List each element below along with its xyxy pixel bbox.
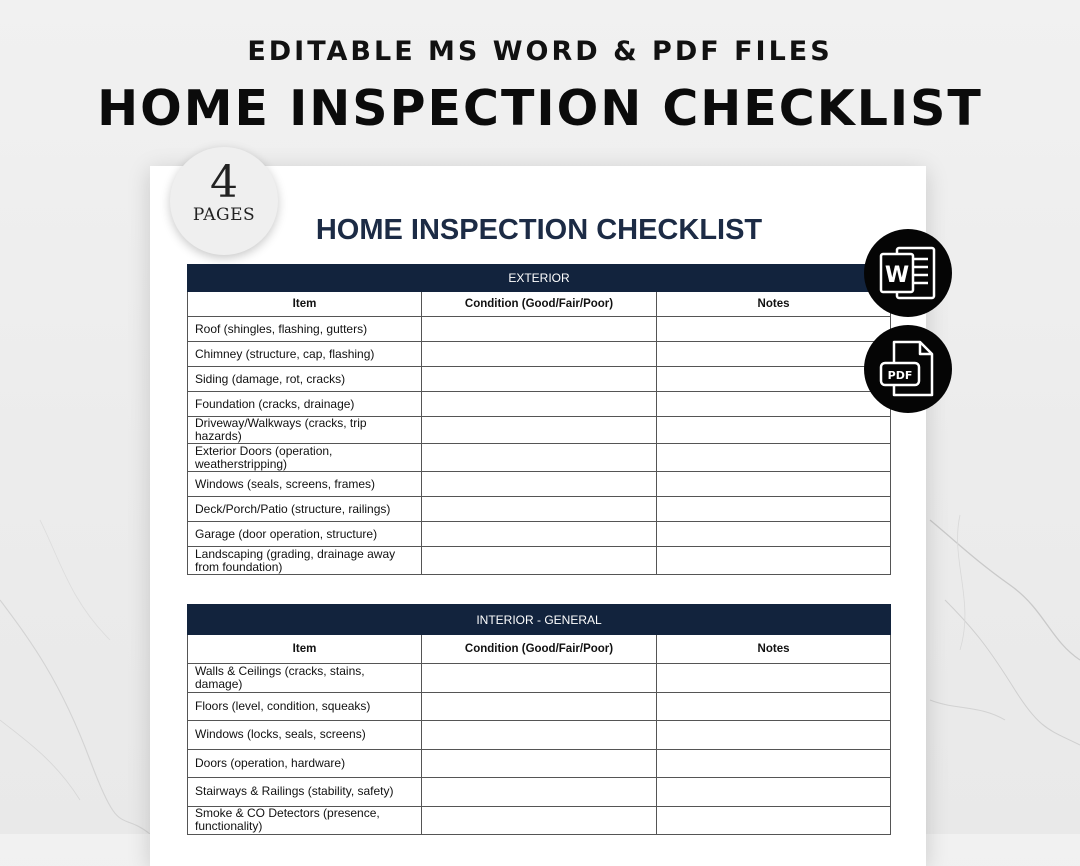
notes-cell — [657, 392, 891, 417]
table-row — [188, 472, 891, 497]
notes-cell — [657, 472, 891, 497]
item-cell: Foundation (cracks, drainage) — [188, 392, 422, 417]
item-cell: Landscaping (grading, drainage away from foundation) — [188, 547, 422, 575]
page-count-label: PAGES — [192, 205, 256, 225]
item-cell: Stairways & Railings (stability, safety) — [188, 778, 422, 807]
item-cell: Chimney (structure, cap, flashing) — [188, 342, 422, 367]
notes-cell — [657, 444, 891, 472]
table-row — [188, 778, 891, 807]
table-row — [188, 497, 891, 522]
condition-cell — [422, 444, 657, 472]
notes-cell — [657, 417, 891, 444]
condition-cell — [422, 367, 657, 392]
table-row — [188, 342, 891, 367]
condition-cell — [422, 778, 657, 807]
pages-badge — [170, 147, 278, 255]
column-header-item: Item — [188, 292, 422, 317]
condition-cell — [422, 497, 657, 522]
column-header-notes: Notes — [657, 292, 891, 317]
column-header-item: Item — [188, 635, 422, 664]
table-row — [188, 692, 891, 721]
table-row — [188, 317, 891, 342]
notes-cell — [657, 317, 891, 342]
notes-cell — [657, 497, 891, 522]
table-row — [188, 392, 891, 417]
item-cell: Walls & Ceilings (cracks, stains, damage) — [188, 664, 422, 693]
column-header-condition: Condition (Good/Fair/Poor) — [422, 292, 657, 317]
section-header-exterior: EXTERIOR — [188, 265, 891, 292]
condition-cell — [422, 749, 657, 778]
item-cell: Smoke & CO Detectors (presence, functionality) — [188, 806, 422, 835]
notes-cell — [657, 547, 891, 575]
table-row — [188, 547, 891, 575]
item-cell: Driveway/Walkways (cracks, trip hazards) — [188, 417, 422, 444]
table-row — [188, 749, 891, 778]
item-cell: Deck/Porch/Patio (structure, railings) — [188, 497, 422, 522]
condition-cell — [422, 342, 657, 367]
condition-cell — [422, 547, 657, 575]
table-row — [188, 367, 891, 392]
item-cell: Doors (operation, hardware) — [188, 749, 422, 778]
column-header-condition: Condition (Good/Fair/Poor) — [422, 635, 657, 664]
table-row — [188, 806, 891, 835]
item-cell: Siding (damage, rot, cracks) — [188, 367, 422, 392]
notes-cell — [657, 367, 891, 392]
condition-cell — [422, 721, 657, 750]
table-row — [188, 522, 891, 547]
notes-cell — [657, 692, 891, 721]
condition-cell — [422, 417, 657, 444]
notes-cell — [657, 664, 891, 693]
pdf-file-icon — [864, 325, 952, 413]
notes-cell — [657, 721, 891, 750]
hero-title: HOME INSPECTION CHECKLIST — [97, 80, 983, 137]
item-cell: Exterior Doors (operation, weatherstripping) — [188, 444, 422, 472]
notes-cell — [657, 522, 891, 547]
table-row — [188, 664, 891, 693]
item-cell: Windows (seals, screens, frames) — [188, 472, 422, 497]
document-title: HOME INSPECTION CHECKLIST — [315, 214, 763, 246]
word-file-icon — [864, 229, 952, 317]
condition-cell — [422, 392, 657, 417]
condition-cell — [422, 522, 657, 547]
table-row — [188, 721, 891, 750]
notes-cell — [657, 806, 891, 835]
condition-cell — [422, 692, 657, 721]
condition-cell — [422, 806, 657, 835]
interior-general-table — [187, 604, 891, 835]
item-cell: Garage (door operation, structure) — [188, 522, 422, 547]
word-letter: W — [884, 263, 910, 288]
condition-cell — [422, 317, 657, 342]
section-header-interior-general: INTERIOR - GENERAL — [188, 605, 891, 635]
item-cell: Floors (level, condition, squeaks) — [188, 692, 422, 721]
condition-cell — [422, 664, 657, 693]
pdf-label: PDF — [887, 369, 913, 382]
notes-cell — [657, 778, 891, 807]
notes-cell — [657, 749, 891, 778]
page-count: 4 — [210, 157, 238, 208]
item-cell: Roof (shingles, flashing, gutters) — [188, 317, 422, 342]
condition-cell — [422, 472, 657, 497]
table-row — [188, 417, 891, 444]
hero-subtitle: EDITABLE MS WORD & PDF FILES — [247, 36, 833, 67]
exterior-table — [187, 264, 891, 575]
word-document-icon — [864, 229, 952, 317]
notes-cell — [657, 342, 891, 367]
item-cell: Windows (locks, seals, screens) — [188, 721, 422, 750]
table-row — [188, 444, 891, 472]
column-header-notes: Notes — [657, 635, 891, 664]
